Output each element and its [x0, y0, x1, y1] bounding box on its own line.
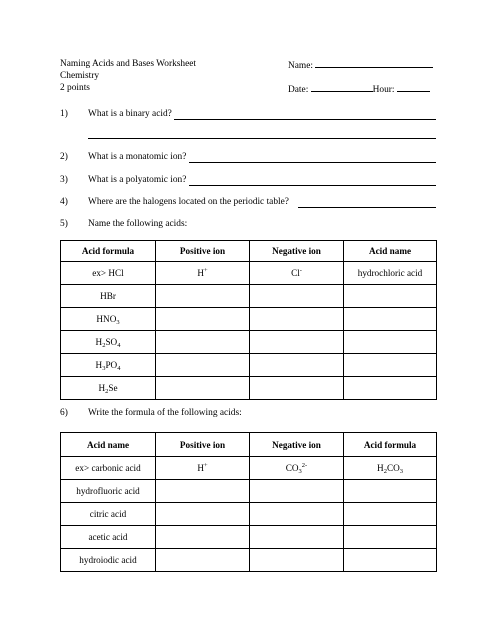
positive-ion-answer-cell[interactable] — [156, 549, 250, 572]
hour-label: Hour: — [372, 85, 395, 95]
acid-name-cell: citric acid — [61, 503, 156, 526]
acid-formula-cell: $H_3PO_4$ — [61, 354, 156, 377]
table-row — [61, 331, 437, 354]
acid-formula-answer-cell[interactable] — [344, 480, 437, 503]
acid-name-answer-cell[interactable] — [344, 354, 437, 377]
negative-ion-answer-cell[interactable] — [250, 480, 344, 503]
table-row — [61, 526, 437, 549]
table-row — [61, 285, 437, 308]
answer-line-4[interactable] — [298, 198, 436, 208]
question-text: Name the following acids: — [88, 219, 188, 229]
column-header: Acid formula — [344, 433, 437, 457]
positive-ion-answer-cell[interactable] — [156, 480, 250, 503]
example-negative-ion: Cl- — [250, 262, 344, 285]
question-1 — [60, 108, 172, 120]
question-5 — [60, 218, 187, 230]
table-body — [61, 285, 437, 400]
acid-name-cell: hydroiodic acid — [61, 549, 156, 572]
example-acid-formula: $H_2CO_3$ — [344, 457, 437, 480]
acid-formula-cell: $HNO_3$ — [61, 308, 156, 331]
acid-name-cell: hydrofluoric acid — [61, 480, 156, 503]
table-header-row — [61, 241, 437, 262]
positive-ion-answer-cell[interactable] — [156, 377, 250, 400]
acid-name-answer-cell[interactable] — [344, 308, 437, 331]
name-blank[interactable] — [315, 58, 433, 68]
table-row — [61, 377, 437, 400]
acid-name-answer-cell[interactable] — [344, 285, 437, 308]
acid-formula-cell: $H_2Se$ — [61, 377, 156, 400]
table-row — [61, 503, 437, 526]
positive-ion-answer-cell[interactable] — [156, 331, 250, 354]
acid-formula-answer-cell[interactable] — [344, 503, 437, 526]
negative-ion-answer-cell[interactable] — [250, 308, 344, 331]
example-positive-ion: H+ — [156, 457, 250, 480]
example-row — [61, 457, 437, 480]
example-acid-name: ex> carbonic acid — [61, 457, 156, 480]
column-header: Positive ion — [156, 241, 250, 262]
date-label: Date: — [288, 85, 309, 95]
acid-name-answer-cell[interactable] — [344, 331, 437, 354]
column-header: Acid name — [61, 433, 156, 457]
question-number: 2) — [60, 152, 68, 162]
example-formula: ex> HCl — [61, 262, 156, 285]
hour-blank[interactable] — [397, 82, 430, 92]
name-label: Name: — [288, 61, 313, 71]
column-header: Acid formula — [61, 241, 156, 262]
table-row — [61, 354, 437, 377]
acid-name-cell: acetic acid — [61, 526, 156, 549]
question-text: What is a monatomic ion? — [88, 152, 187, 162]
question-text: What is a binary acid? — [88, 109, 172, 119]
positive-ion-answer-cell[interactable] — [156, 503, 250, 526]
example-row — [61, 262, 437, 285]
subject-label: Chemistry — [60, 71, 100, 81]
acid-formula-answer-cell[interactable] — [344, 526, 437, 549]
acid-formula-answer-cell[interactable] — [344, 549, 437, 572]
question-3 — [60, 174, 186, 186]
question-number: 5) — [60, 219, 68, 229]
table-row — [61, 308, 437, 331]
question-text: Write the formula of the following acids: — [88, 408, 242, 418]
answer-line-1[interactable] — [174, 110, 436, 120]
positive-ion-answer-cell[interactable] — [156, 526, 250, 549]
column-header: Negative ion — [250, 241, 344, 262]
date-blank[interactable] — [311, 82, 373, 92]
points-label: 2 points — [60, 83, 90, 93]
negative-ion-answer-cell[interactable] — [250, 549, 344, 572]
example-acid-name: hydrochloric acid — [344, 262, 437, 285]
question-text: What is a polyatomic ion? — [88, 175, 187, 185]
question-2 — [60, 151, 186, 163]
question-number: 3) — [60, 175, 68, 185]
positive-ion-answer-cell[interactable] — [156, 285, 250, 308]
negative-ion-answer-cell[interactable] — [250, 331, 344, 354]
negative-ion-answer-cell[interactable] — [250, 503, 344, 526]
example-positive-ion: H+ — [156, 262, 250, 285]
write-formula-table — [60, 432, 437, 572]
column-header: Positive ion — [156, 433, 250, 457]
negative-ion-answer-cell[interactable] — [250, 526, 344, 549]
answer-line-1b[interactable] — [88, 129, 436, 139]
column-header: Negative ion — [250, 433, 344, 457]
acid-name-answer-cell[interactable] — [344, 377, 437, 400]
negative-ion-answer-cell[interactable] — [250, 354, 344, 377]
column-header: Acid name — [344, 241, 437, 262]
positive-ion-answer-cell[interactable] — [156, 354, 250, 377]
worksheet-title: Naming Acids and Bases Worksheet — [60, 59, 197, 69]
example-negative-ion: $CO_3^{2-}$ — [250, 457, 344, 480]
question-number: 4) — [60, 197, 68, 207]
positive-ion-answer-cell[interactable] — [156, 308, 250, 331]
date-hour-field[interactable] — [288, 82, 430, 96]
answer-line-3[interactable] — [189, 176, 436, 186]
table-row — [61, 480, 437, 503]
acid-formula-cell: $H_2SO_4$ — [61, 331, 156, 354]
table-header-row — [61, 433, 437, 457]
answer-line-2[interactable] — [189, 153, 436, 163]
question-number: 6) — [60, 408, 68, 418]
table-row — [61, 549, 437, 572]
negative-ion-answer-cell[interactable] — [250, 377, 344, 400]
name-acids-table — [60, 240, 437, 400]
question-4 — [60, 196, 289, 208]
question-number: 1) — [60, 109, 68, 119]
name-field[interactable] — [288, 58, 433, 72]
table-body — [61, 480, 437, 572]
acid-formula-cell: HBr — [61, 285, 156, 308]
negative-ion-answer-cell[interactable] — [250, 285, 344, 308]
question-6 — [60, 407, 242, 419]
question-text: Where are the halogens located on the periodic table? — [88, 197, 289, 207]
